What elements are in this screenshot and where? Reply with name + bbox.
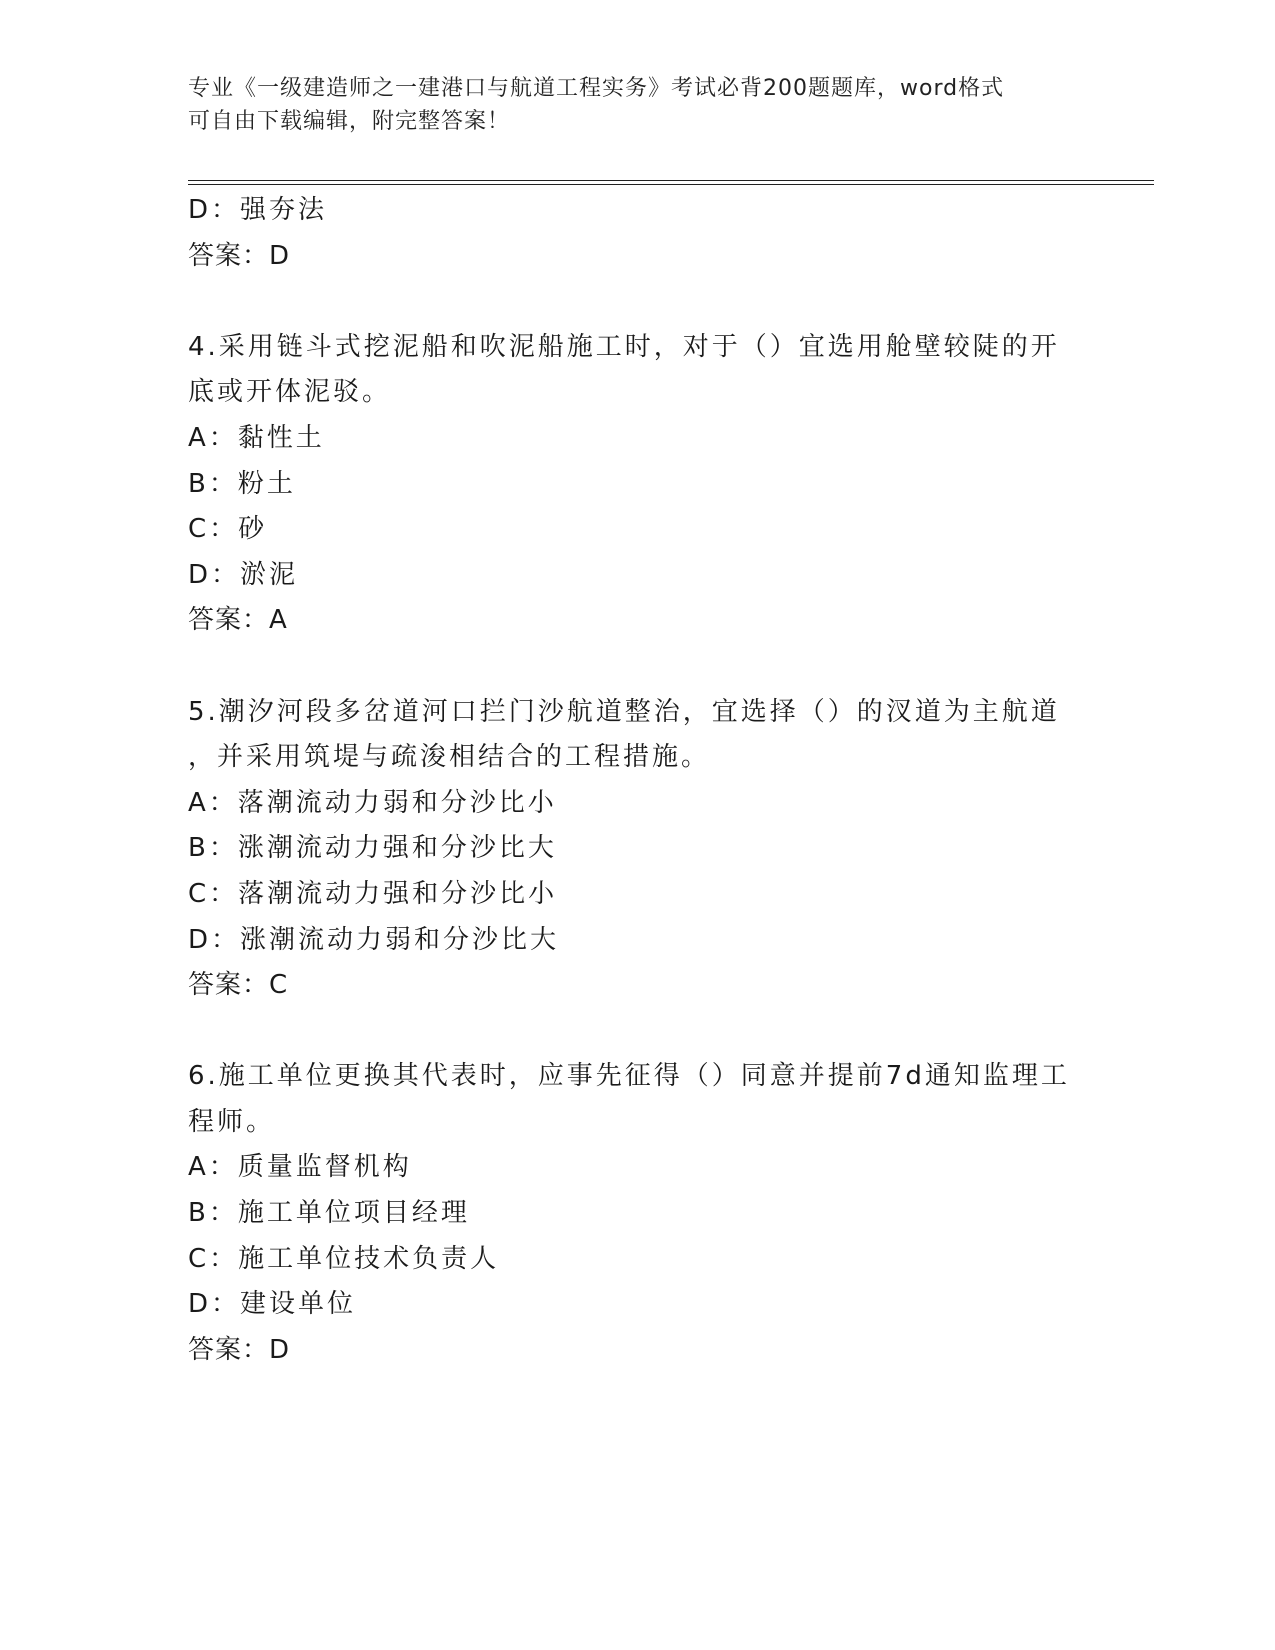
answer-line: 答案：A bbox=[188, 605, 288, 636]
option-d: D：建设单位 bbox=[188, 1289, 357, 1320]
question-text-line-2: 底或开体泥驳。 bbox=[188, 377, 392, 408]
spacer bbox=[188, 279, 1088, 325]
header-line-2: 可自由下载编辑，附完整答案！ bbox=[188, 109, 511, 134]
answer-line: 答案：D bbox=[188, 1334, 291, 1365]
option-d: D：涨潮流动力弱和分沙比大 bbox=[188, 924, 560, 955]
option-a: A：质量监督机构 bbox=[188, 1152, 412, 1183]
option-c: C：落潮流动力强和分沙比小 bbox=[188, 878, 558, 909]
question-5 bbox=[188, 690, 1088, 1009]
option-c: C：砂 bbox=[188, 514, 268, 545]
question-text-line-1: 4.采用链斗式挖泥船和吹泥船施工时，对于（）宜选用舱壁较陡的开 bbox=[188, 331, 1060, 362]
header-rule-top bbox=[188, 180, 1154, 181]
option-a: A：落潮流动力弱和分沙比小 bbox=[188, 787, 557, 818]
option-d: D：淤泥 bbox=[188, 559, 299, 590]
question-4 bbox=[188, 325, 1088, 644]
header-line-1: 专业《一级建造师之一建港口与航道工程实务》考试必背200题题库，word格式 bbox=[188, 76, 1005, 101]
header-rule-bottom bbox=[188, 184, 1154, 185]
answer-line: 答案：D bbox=[188, 240, 291, 271]
option-c: C：施工单位技术负责人 bbox=[188, 1243, 500, 1274]
question-fragment bbox=[188, 188, 1088, 279]
option-b: B：粉土 bbox=[188, 468, 296, 499]
option-d: D：强夯法 bbox=[188, 195, 328, 225]
question-6 bbox=[188, 1054, 1088, 1373]
spacer bbox=[188, 1009, 1088, 1055]
answer-line: 答案：C bbox=[188, 970, 289, 1001]
question-text-line-1: 5.潮汐河段多岔道河口拦门沙航道整治，宜选择（）的汊道为主航道 bbox=[188, 696, 1060, 727]
option-a: A：黏性土 bbox=[188, 422, 325, 453]
document-header bbox=[188, 72, 1088, 138]
question-text-line-1: 6.施工单位更换其代表时，应事先征得（）同意并提前7d通知监理工 bbox=[188, 1061, 1070, 1092]
option-b: B：施工单位项目经理 bbox=[188, 1198, 470, 1229]
option-b: B：涨潮流动力强和分沙比大 bbox=[188, 833, 557, 864]
spacer bbox=[188, 644, 1088, 690]
question-text-line-2: 程师。 bbox=[188, 1106, 276, 1137]
question-text-line-2: ，并采用筑堤与疏浚相结合的工程措施。 bbox=[188, 742, 711, 773]
question-list bbox=[188, 188, 1088, 1373]
